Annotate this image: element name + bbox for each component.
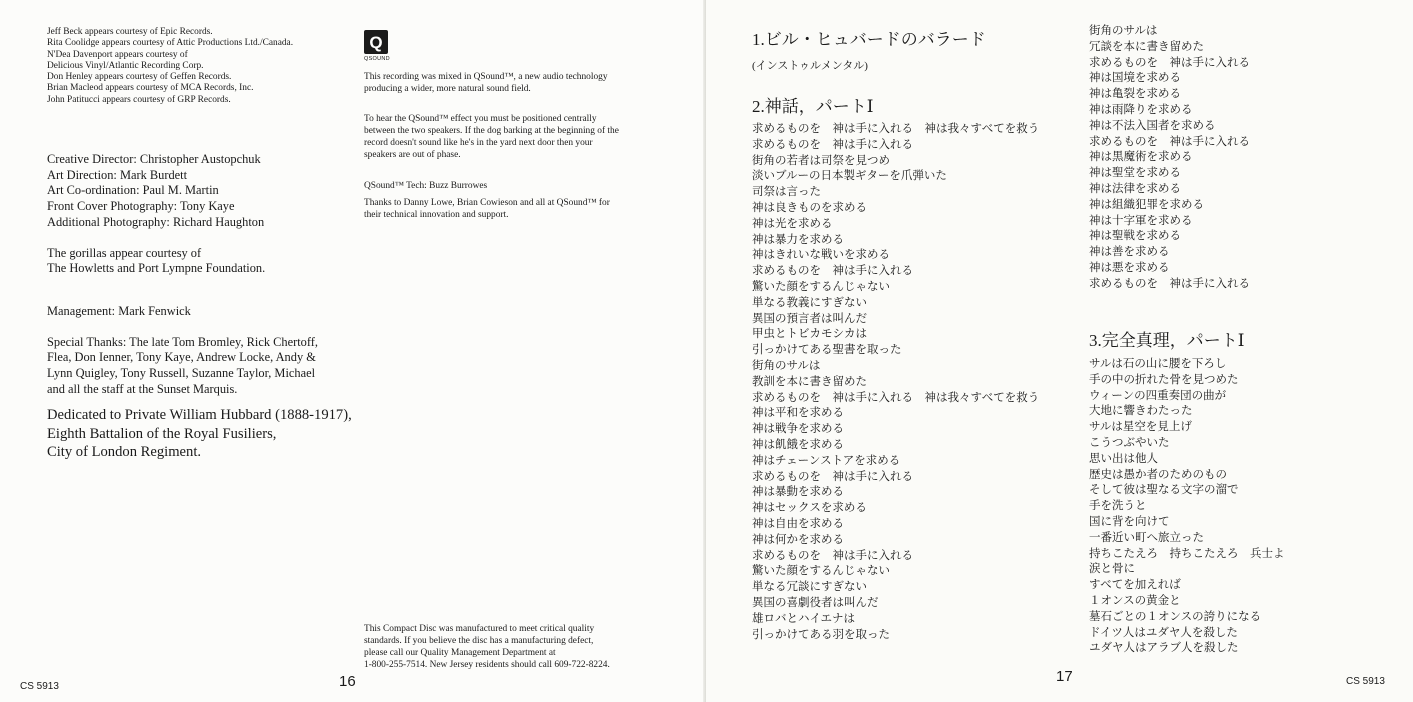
lyric-line: 手の中の折れた骨を見つめた <box>1089 373 1239 386</box>
thanks-line: and all the staff at the Sunset Marquis. <box>47 381 238 396</box>
lyric-line: 街角のサルは <box>752 359 821 372</box>
credit-line: Brian Macleod appears courtesy of MCA Records, Inc. <box>47 83 254 94</box>
lyric-line: 単なる冗談にすぎない <box>752 581 867 594</box>
dedication-line: Eighth Battalion of the Royal Fusiliers, <box>47 425 277 442</box>
song-title: 2.神話，パートⅠ <box>752 97 874 116</box>
lyric-line: 求めるものを 神は手に入れる 神は我々すべてを救う <box>752 123 1040 135</box>
lyric-line: 思い出は他人 <box>1089 452 1158 465</box>
lyric-line: 街角の若者は司祭を見つめ <box>752 154 890 167</box>
lyric-line: 神は自由を求める <box>752 517 844 530</box>
song-3 <box>1089 330 1285 657</box>
song-1 <box>752 29 986 73</box>
lyric-line: 求めるものを 神は手に入れる <box>752 549 913 562</box>
lyric-line: 求めるものを 神は手に入れる <box>1089 277 1250 290</box>
lyric-line: １オンスの黄金と <box>1089 594 1181 607</box>
lyric-line: そして彼は聖なる文字の溜で <box>1089 484 1239 497</box>
management-credit: Management: Mark Fenwick <box>47 303 191 318</box>
credit-line: Don Henley appears courtesy of Geffen Records. <box>47 72 232 83</box>
lyric-line: 大地に響きわたった <box>1089 405 1193 418</box>
lyric-line: 国に背を向けて <box>1089 515 1170 528</box>
lyric-line: 神はチェーンストアを求める <box>752 454 901 467</box>
lyric-line: 求めるものを 神は手に入れる <box>752 138 913 151</box>
lyric-line: 神は亀裂を求める <box>1089 88 1181 101</box>
lyric-line: 単なる教義にすぎない <box>752 296 867 309</box>
lyric-line: 淡いブルーの日本製ギターを爪弾いた <box>752 170 947 183</box>
lyric-line: 驚いた顔をするんじゃない <box>752 280 890 293</box>
lyric-line: 一番近い町へ旅立った <box>1089 531 1204 544</box>
lyric-line: 神は雨降りを求める <box>1089 103 1193 116</box>
lyric-line: 引っかけてある羽を取った <box>752 628 890 641</box>
artist-courtesy-credits <box>47 27 293 106</box>
credit-line: John Patitucci appears courtesy of GRP Records. <box>47 94 231 105</box>
lyric-line: 神は何かを求める <box>752 533 844 546</box>
qsound-logo: Q <box>364 30 388 54</box>
song-3-lyrics <box>1089 357 1285 657</box>
lyric-line: 神は平和を求める <box>752 407 844 420</box>
lyric-line: ユダヤ人はアラブ人を殺した <box>1089 642 1239 655</box>
song-2-lyrics <box>752 122 1039 643</box>
lyric-line: 神は不法入国者を求める <box>1089 119 1216 132</box>
lyric-line: 神は悪を求める <box>1089 261 1170 274</box>
lyric-line: 求めるものを 神は手に入れる 神は我々すべてを救う <box>752 391 1040 404</box>
catalog-number: CS 5913 <box>20 681 59 692</box>
dedication-line: Dedicated to Private William Hubbard (1888-1917), <box>47 407 352 424</box>
lyric-line: 手を洗うと <box>1089 500 1147 513</box>
lyric-line: 神は黒魔術を求める <box>1089 151 1193 164</box>
lyric-line: 冗談を本に書き留めた <box>1089 40 1204 53</box>
catalog-number: CS 5913 <box>1346 676 1385 687</box>
lyric-line: 雄ロバとハイエナは <box>752 612 856 625</box>
thanks-line: Special Thanks: The late Tom Bromley, Rick Chertoff, <box>47 334 318 349</box>
song-2 <box>752 96 1039 643</box>
dedication <box>47 406 352 461</box>
gorillas-credit: The gorillas appear courtesy of <box>47 245 202 260</box>
lyric-line: 求めるものを 神は手に入れる <box>1089 135 1250 148</box>
lyric-line: 神は暴動を求める <box>752 486 844 499</box>
lyric-line: 引っかけてある聖書を取った <box>752 344 902 357</box>
page-number: 17 <box>1056 668 1073 685</box>
song-title: 3.完全真理，パートⅠ <box>1089 331 1245 350</box>
lyric-line: 涙と骨に <box>1089 563 1135 576</box>
lyric-line: ドイツ人はユダヤ人を殺した <box>1089 626 1238 639</box>
credit-line: Jeff Beck appears courtesy of Epic Records. <box>47 27 213 37</box>
main-credits <box>47 152 352 461</box>
qsound-instructions: To hear the QSound™ effect you must be positioned centrally between the two speakers. If the dog barking at the beginning of the record doesn't sound like he's in the yard next door then your speakers are out of phase. <box>364 114 619 161</box>
dedication-line: City of London Regiment. <box>47 444 202 461</box>
lyric-line: 異国の預言者は叫んだ <box>752 312 867 325</box>
lyric-line: 神は戦争を求める <box>752 423 844 436</box>
lyric-line: 神は聖堂を求める <box>1089 167 1181 180</box>
qsound-description: This recording was mixed in QSound™, a new audio technology producing a wider, more natural sound field. <box>364 72 608 95</box>
qsound-logo-text: QSOUND <box>364 56 390 62</box>
lyric-line: 神は十字軍を求める <box>1089 214 1193 227</box>
lyric-line: サルは星空を見上げ <box>1089 421 1192 434</box>
lyric-line: 持ちこたえろ 持ちこたえろ 兵士よ <box>1089 547 1285 560</box>
page-16 <box>0 0 706 702</box>
song-title: 1.ビル・ヒュバードのバラード <box>752 30 986 49</box>
song-2-lyrics-continued <box>1089 24 1250 293</box>
art-credit: Art Co-ordination: Paul M. Martin <box>47 183 219 198</box>
lyric-line: 司祭は言った <box>752 186 821 199</box>
art-credit: Art Direction: Mark Burdett <box>47 167 188 182</box>
song-2-continued <box>1089 24 1250 293</box>
lyric-line: 墓石ごとの１オンスの誇りになる <box>1089 610 1262 623</box>
thanks-line: Flea, Don Ienner, Tony Kaye, Andrew Locke, Andy & <box>47 350 316 365</box>
credit-line: Delicious Vinyl/Atlantic Recording Corp. <box>47 60 204 71</box>
art-credit: Front Cover Photography: Tony Kaye <box>47 199 235 214</box>
lyric-line: 求めるものを 神は手に入れる <box>752 470 913 483</box>
lyric-line: すべてを加えれば <box>1089 579 1181 592</box>
lyric-line: 神は聖戦を求める <box>1089 230 1181 243</box>
lyric-line: 求めるものを 神は手に入れる <box>752 265 913 278</box>
art-credit: Creative Director: Christopher Austopchuk <box>47 152 261 166</box>
gorillas-credit: The Howletts and Port Lympne Foundation. <box>47 261 266 276</box>
lyric-line: 教訓を本に書き留めた <box>752 375 867 388</box>
lyric-line: 求めるものを 神は手に入れる <box>1089 56 1250 69</box>
art-credit: Additional Photography: Richard Haughton <box>47 214 265 229</box>
lyric-line: 街角のサルは <box>1089 25 1158 37</box>
credit-line: N'Dea Davenport appears courtesy of <box>47 49 188 60</box>
lyric-line: 驚いた顔をするんじゃない <box>752 565 890 578</box>
lyric-line: 神は善を求める <box>1089 246 1170 259</box>
lyric-line: 異国の喜劇役者は叫んだ <box>752 596 879 609</box>
lyric-line: 神は光を求める <box>752 217 833 230</box>
song-subtitle: (インストゥルメンタル) <box>752 60 868 72</box>
lyric-line: ウィーンの四重奏団の曲が <box>1089 389 1227 402</box>
lyric-line: 神は組織犯罪を求める <box>1089 198 1204 211</box>
qsound-thanks: Thanks to Danny Lowe, Brian Cowieson and all at QSound™ for their technical innovation and support. <box>364 198 610 221</box>
thanks-line: Lynn Quigley, Tony Russell, Suzanne Taylor, Michael <box>47 366 316 381</box>
lyric-line: 神はきれいな戦いを求める <box>752 249 890 262</box>
lyric-line: こうつぶやいた <box>1089 436 1170 449</box>
page-17 <box>706 0 1413 702</box>
lyric-line: 神は良きものを求める <box>752 201 867 214</box>
lyric-line: 神は法律を求める <box>1089 182 1181 195</box>
lyric-line: 甲虫とトビカモシカは <box>752 328 867 341</box>
qsound-tech-credit: QSound™ Tech: Buzz Burrowes <box>364 181 488 191</box>
credit-line: Rita Coolidge appears courtesy of Attic Productions Ltd./Canada. <box>47 38 294 49</box>
lyric-line: 神は飢餓を求める <box>752 438 844 451</box>
lyric-line: 神はセックスを求める <box>752 502 867 515</box>
page-number: 16 <box>339 673 356 690</box>
lyric-line: サルは石の山に腰を下ろし <box>1089 358 1227 370</box>
lyric-line: 歴史は愚か者のためのもの <box>1089 468 1227 481</box>
lyric-line: 神は暴力を求める <box>752 233 844 246</box>
cd-quality-notice: This Compact Disc was manufactured to meet critical quality standards. If you believe the disc has a manufacturing defect, please call our Quality Management Department at 1-800-255-7514. New Jersey residents should call 609-722-8224. <box>364 624 610 671</box>
lyric-line: 神は国境を求める <box>1089 72 1181 85</box>
